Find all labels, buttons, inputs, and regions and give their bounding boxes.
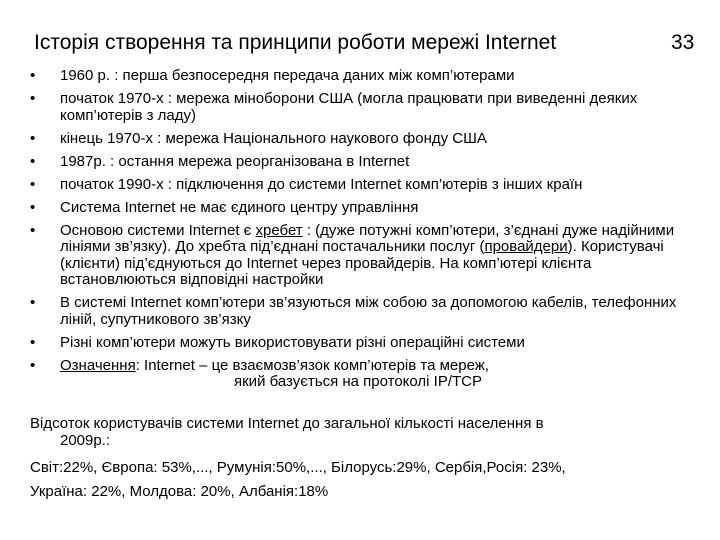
bullet-text: Основою системи Internet є	[60, 221, 256, 239]
bullet-icon: •	[30, 333, 36, 351]
bullet-list	[0, 68, 700, 397]
bullet-text: кінець 1970-х : мережа Національного наукового фонду США	[60, 129, 487, 147]
list-item	[0, 223, 700, 289]
bullet-text: Різні комп’ютери можуть використовувати різні операційні системи	[60, 333, 525, 351]
bullet-icon: •	[30, 356, 36, 374]
link-backbone[interactable]: хребет	[255, 221, 303, 239]
bullet-text: Система Internet не має єдиного центру управління	[60, 198, 419, 216]
bullet-icon: •	[30, 129, 36, 147]
bullet-icon: •	[30, 294, 36, 311]
stats-intro-line: Відсоток користувачів системи Internet до загальної кількості населення в	[30, 415, 544, 432]
list-item	[0, 154, 700, 171]
bullet-text: початок 1990-х : підключення до системи Internet комп’ютерів з інших країн	[60, 175, 583, 193]
list-item	[0, 295, 700, 328]
list-item	[0, 177, 700, 194]
definition-continuation: який базується на протоколі IP/TCP	[234, 373, 483, 390]
stats-row-2: Україна: 22%, Молдова: 20%, Албанія:18%	[30, 483, 329, 500]
bullet-text: В системі Internet комп’ютери зв’язуються між собою за допомогою кабелів, телефонних ліній, супутникового зв’язку	[60, 294, 677, 328]
bullet-icon: •	[30, 67, 36, 84]
bullet-text: : (дуже потужні комп’ютери, з’єднані дуже надійними лініями зв’язку). До хребта під’єднані постачальники послуг (	[60, 221, 675, 255]
bullet-text: : Internet – це взаємозв’язок комп’ютерів та мереж,	[135, 356, 489, 374]
list-item	[0, 68, 700, 85]
bullet-text: 1987р. : остання мережа реорганізована в Internet	[60, 152, 410, 170]
page-title: Історія створення та принципи роботи мережі Internet	[34, 31, 557, 54]
list-item	[0, 200, 700, 217]
bullet-icon: •	[30, 221, 36, 239]
list-item	[0, 358, 700, 391]
stats-row-1: Світ:22%, Європа: 53%,..., Румунія:50%,..., Білорусь:29%, Сербія,Росія: 23%,	[30, 459, 566, 476]
page-number: 33	[671, 31, 695, 54]
bullet-text: ). Користувачі (клієнти) під’єднуються до Internet через провайдерів. На комп’ютері клієнта встановлюються відповідні настройки	[60, 238, 664, 288]
bullet-icon: •	[30, 152, 36, 170]
bullet-icon: •	[30, 90, 36, 107]
list-item	[0, 131, 700, 148]
definition-term[interactable]: Означення	[60, 356, 136, 374]
list-item	[0, 335, 700, 352]
list-item	[0, 91, 700, 124]
stats-intro-year: 2009р.:	[60, 431, 111, 449]
bullet-icon: •	[30, 175, 36, 193]
bullet-text: 1960 р. : перша безпосередня передача даних між комп’ютерами	[60, 67, 515, 84]
bullet-icon: •	[30, 198, 36, 216]
link-providers[interactable]: провайдери	[484, 238, 568, 255]
bullet-text: початок 1970-х : мережа міноборони США (могла працювати при виведенні деяких комп’ютерів з ладу)	[60, 90, 638, 124]
stats-intro	[30, 416, 690, 449]
